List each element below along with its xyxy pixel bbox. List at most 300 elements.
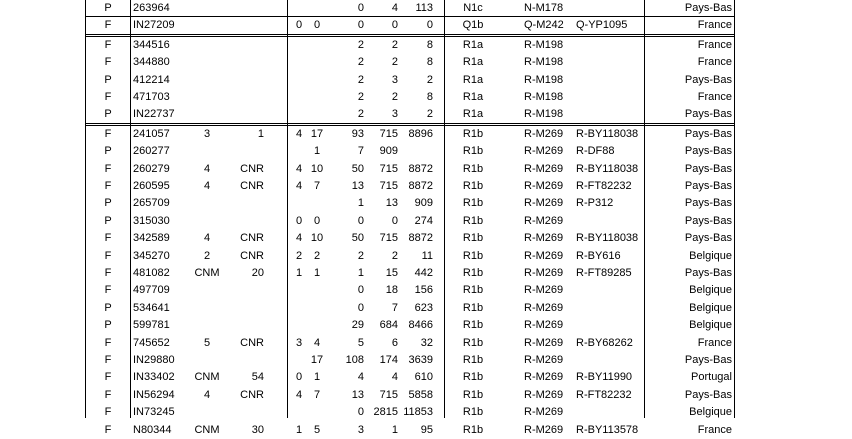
- str-3-cell: 108: [345, 354, 364, 366]
- haplogroup-cell: R1b: [462, 319, 484, 332]
- country-cell: Pays-Bas: [684, 388, 732, 401]
- id-cell: 241057: [133, 127, 170, 140]
- str-2-cell: 1: [313, 267, 321, 279]
- haplogroup-cell: R1a: [462, 91, 484, 103]
- haplogroup-cell: R1a: [462, 38, 484, 51]
- table-row: [0, 300, 852, 317]
- str-3-cell: 0: [357, 406, 364, 419]
- str-5-cell: 610: [414, 371, 433, 384]
- sex-cell: F: [104, 284, 112, 297]
- country-cell: France: [697, 423, 732, 436]
- col-a-cell: [190, 352, 224, 369]
- col-a-cell: 4: [203, 180, 211, 192]
- str-1-cell: 4: [295, 162, 303, 175]
- id-cell: 344516: [133, 38, 170, 51]
- str-4-cell: 4: [391, 371, 398, 384]
- str-4-cell: 2815: [373, 406, 398, 419]
- haplogroup-cell: R1b: [462, 249, 484, 262]
- country-cell: Portugal: [691, 371, 732, 384]
- id-cell: 534641: [133, 301, 170, 314]
- str-1-cell: 4: [295, 127, 303, 140]
- haplogroup-cell: R1b: [462, 180, 484, 192]
- table-row: [0, 178, 852, 195]
- str-2-cell: 1: [313, 371, 321, 384]
- col-a-cell: [190, 195, 224, 212]
- country-cell: Pays-Bas: [684, 145, 732, 158]
- table-row: [0, 422, 852, 439]
- col-a-cell: 4: [203, 232, 211, 245]
- str-1-cell: 1: [295, 423, 303, 436]
- str-5-cell: 8: [426, 91, 433, 103]
- haplogroup-cell: Q1b: [462, 19, 484, 32]
- haplogroup-cell: R1b: [462, 371, 484, 384]
- id-cell: 599781: [133, 319, 170, 332]
- haplogroup-cell: R1b: [462, 284, 484, 297]
- country-cell: Pays-Bas: [684, 73, 732, 86]
- snp-cell: R-M269: [524, 388, 564, 401]
- str-4-cell: 18: [385, 284, 398, 297]
- column-divider: [644, 0, 645, 418]
- haplogroup-cell: R1b: [462, 232, 484, 245]
- col-a-cell: [190, 143, 224, 160]
- country-cell: Belgique: [689, 319, 732, 332]
- col-a-cell: [190, 37, 224, 54]
- str-2-cell: 17: [310, 127, 324, 140]
- str-3-cell: 2: [357, 56, 364, 69]
- sex-cell: F: [104, 354, 112, 366]
- subclade-cell: R-BY616: [576, 249, 621, 262]
- country-cell: France: [697, 38, 732, 51]
- subclade-cell: R-DF88: [576, 145, 615, 158]
- sex-cell: P: [104, 214, 112, 227]
- str-3-cell: 5: [357, 336, 364, 349]
- str-4-cell: 715: [379, 127, 398, 140]
- group-divider: [85, 34, 735, 37]
- col-b-cell: [228, 317, 264, 334]
- column-divider: [130, 0, 131, 418]
- snp-cell: R-M269: [524, 127, 564, 140]
- str-1-cell: 4: [295, 388, 303, 401]
- id-cell: 315030: [133, 214, 170, 227]
- country-cell: Pays-Bas: [684, 197, 732, 210]
- haplogroup-cell: R1b: [462, 336, 484, 349]
- col-a-cell: [190, 54, 224, 71]
- sex-cell: F: [104, 249, 112, 262]
- col-a-cell: 5: [203, 336, 211, 349]
- col-b-cell: [228, 54, 264, 71]
- subclade-cell: R-BY68262: [576, 336, 633, 349]
- snp-cell: N-M178: [524, 2, 564, 14]
- sex-cell: F: [104, 19, 112, 32]
- subclade-cell: R-BY118038: [576, 127, 639, 140]
- haplogroup-cell: R1b: [462, 406, 484, 419]
- str-4-cell: 3: [391, 108, 398, 121]
- subclade-cell: R-P312: [576, 197, 614, 210]
- col-b-cell: CNR: [240, 336, 264, 349]
- country-cell: Pays-Bas: [684, 232, 732, 245]
- str-5-cell: 0: [426, 19, 433, 32]
- table-row: [0, 387, 852, 404]
- str-5-cell: 113: [415, 2, 433, 14]
- sex-cell: P: [104, 319, 112, 332]
- country-cell: Belgique: [689, 301, 732, 314]
- subclade-cell: Q-YP1095: [576, 19, 628, 32]
- table-row: [0, 317, 852, 334]
- country-cell: France: [697, 336, 732, 349]
- col-b-cell: 20: [251, 267, 264, 279]
- id-cell: 471703: [133, 91, 170, 103]
- str-3-cell: 2: [357, 91, 364, 103]
- snp-cell: R-M269: [524, 145, 564, 158]
- country-cell: France: [697, 91, 732, 103]
- col-b-cell: [228, 106, 264, 123]
- sex-cell: F: [104, 232, 112, 245]
- haplogroup-cell: R1a: [462, 56, 484, 69]
- sex-cell: P: [104, 301, 112, 314]
- col-b-cell: 54: [251, 371, 264, 384]
- str-3-cell: 13: [351, 388, 364, 401]
- table-row: [0, 89, 852, 106]
- str-5-cell: 11853: [403, 406, 433, 419]
- sex-cell: F: [104, 38, 112, 51]
- row-divider: [85, 16, 735, 17]
- snp-cell: R-M269: [524, 249, 564, 262]
- haplogroup-cell: R1b: [462, 388, 484, 401]
- str-2-cell: 17: [310, 354, 324, 366]
- subclade-cell: R-BY113578: [576, 423, 639, 436]
- country-cell: Pays-Bas: [684, 2, 732, 14]
- str-5-cell: 95: [420, 423, 433, 436]
- col-a-cell: [190, 282, 224, 299]
- table-row: [0, 17, 852, 34]
- str-5-cell: 8872: [408, 180, 433, 192]
- str-4-cell: 15: [385, 267, 398, 279]
- col-b-cell: [228, 300, 264, 317]
- col-a-cell: 4: [203, 388, 211, 401]
- str-3-cell: 0: [357, 301, 364, 314]
- snp-cell: R-M269: [524, 406, 564, 419]
- column-divider: [85, 0, 86, 418]
- column-divider: [287, 0, 288, 418]
- str-3-cell: 2: [357, 249, 364, 262]
- sex-cell: F: [104, 127, 112, 140]
- str-3-cell: 0: [357, 2, 364, 14]
- str-4-cell: 7: [391, 301, 398, 314]
- sex-cell: F: [104, 423, 112, 436]
- sex-cell: P: [104, 2, 112, 14]
- col-b-cell: [228, 213, 264, 230]
- subclade-cell: R-BY118038: [576, 162, 639, 175]
- str-3-cell: 7: [357, 145, 364, 158]
- col-a-cell: [190, 106, 224, 123]
- str-4-cell: 715: [379, 388, 398, 401]
- str-5-cell: 156: [414, 284, 433, 297]
- str-4-cell: 715: [379, 232, 398, 245]
- str-1-cell: 0: [295, 19, 303, 32]
- str-1-cell: 1: [295, 267, 303, 279]
- table-row: [0, 404, 852, 421]
- str-3-cell: 1: [357, 197, 364, 210]
- str-3-cell: 1: [357, 267, 364, 279]
- str-4-cell: 0: [391, 19, 398, 32]
- id-cell: 412214: [133, 73, 170, 86]
- str-3-cell: 29: [351, 319, 364, 332]
- table-row: [0, 0, 852, 17]
- haplogroup-cell: R1a: [462, 73, 484, 86]
- col-a-cell: [190, 89, 224, 106]
- table-row: [0, 143, 852, 160]
- str-1-cell: 3: [295, 336, 303, 349]
- str-3-cell: 0: [357, 214, 364, 227]
- str-3-cell: 4: [357, 371, 364, 384]
- str-5-cell: 2: [426, 73, 433, 86]
- col-b-cell: CNR: [240, 249, 264, 262]
- id-cell: 745652: [133, 336, 170, 349]
- table-row: [0, 369, 852, 386]
- str-4-cell: 0: [391, 214, 398, 227]
- str-4-cell: 1: [391, 423, 398, 436]
- str-3-cell: 0: [357, 19, 364, 32]
- col-b-cell: [228, 404, 264, 421]
- snp-cell: R-M269: [524, 284, 564, 297]
- snp-cell: R-M269: [524, 214, 564, 227]
- str-1-cell: 4: [295, 180, 303, 192]
- sex-cell: P: [104, 108, 112, 121]
- sex-cell: P: [104, 197, 112, 210]
- snp-cell: R-M269: [524, 423, 564, 436]
- id-cell: IN33402: [133, 371, 175, 384]
- col-a-cell: 3: [203, 127, 211, 140]
- table-row: [0, 335, 852, 352]
- subclade-cell: R-FT82232: [576, 388, 632, 401]
- col-b-cell: CNR: [240, 162, 264, 175]
- id-cell: 260277: [133, 145, 170, 158]
- table-row: [0, 126, 852, 143]
- str-4-cell: 684: [379, 319, 398, 332]
- haplogroup-cell: R1b: [462, 214, 484, 227]
- snp-cell: R-M198: [524, 91, 564, 103]
- str-4-cell: 2: [391, 91, 398, 103]
- str-5-cell: 623: [414, 301, 433, 314]
- str-2-cell: 7: [313, 388, 321, 401]
- country-cell: Pays-Bas: [684, 180, 732, 192]
- str-3-cell: 2: [357, 108, 364, 121]
- col-a-cell: CNM: [194, 423, 220, 436]
- str-4-cell: 2: [391, 56, 398, 69]
- subclade-cell: R-FT89285: [576, 267, 632, 279]
- country-cell: Pays-Bas: [684, 354, 732, 366]
- str-5-cell: 8896: [408, 127, 433, 140]
- haplogroup-cell: R1b: [462, 145, 484, 158]
- str-2-cell: 0: [313, 19, 321, 32]
- col-b-cell: 1: [257, 127, 264, 140]
- str-5-cell: 8: [426, 56, 433, 69]
- str-2-cell: 2: [313, 249, 321, 262]
- str-1-cell: 0: [295, 214, 303, 227]
- haplogroup-cell: R1a: [462, 108, 484, 121]
- id-cell: N80344: [133, 423, 172, 436]
- str-2-cell: 5: [313, 423, 321, 436]
- col-b-cell: [228, 143, 264, 160]
- str-5-cell: 8872: [408, 162, 433, 175]
- str-5-cell: 32: [420, 336, 433, 349]
- snp-cell: R-M198: [524, 38, 564, 51]
- group-divider: [85, 123, 735, 126]
- table-row: [0, 282, 852, 299]
- str-3-cell: 3: [357, 423, 364, 436]
- id-cell: 345270: [133, 249, 170, 262]
- str-3-cell: 0: [357, 284, 364, 297]
- col-b-cell: CNR: [240, 388, 264, 401]
- table-row: [0, 195, 852, 212]
- sex-cell: P: [104, 145, 112, 158]
- haplogroup-cell: R1b: [462, 127, 484, 140]
- subclade-cell: R-BY11990: [576, 371, 633, 384]
- col-a-cell: [190, 213, 224, 230]
- sex-cell: F: [104, 371, 112, 384]
- col-a-cell: [190, 0, 224, 17]
- snp-cell: R-M269: [524, 354, 564, 366]
- str-3-cell: 50: [351, 162, 364, 175]
- column-divider: [444, 0, 445, 418]
- snp-cell: Q-M242: [524, 19, 564, 32]
- id-cell: 263964: [133, 2, 170, 14]
- country-cell: France: [697, 19, 732, 32]
- country-cell: Pays-Bas: [684, 162, 732, 175]
- table-row: [0, 106, 852, 123]
- str-5-cell: [394, 143, 433, 160]
- snp-cell: R-M269: [524, 336, 564, 349]
- country-cell: France: [697, 56, 732, 69]
- col-a-cell: 4: [203, 162, 211, 175]
- str-5-cell: 909: [414, 197, 433, 210]
- str-4-cell: 4: [391, 2, 398, 14]
- table-row: [0, 161, 852, 178]
- haplogroup-cell: R1b: [462, 354, 484, 366]
- col-b-cell: [228, 89, 264, 106]
- str-2-cell: 10: [310, 232, 324, 245]
- subclade-cell: R-FT82232: [576, 180, 632, 192]
- snp-cell: R-M269: [524, 319, 564, 332]
- sex-cell: F: [104, 388, 112, 401]
- col-a-cell: [190, 72, 224, 89]
- id-cell: 481082: [133, 267, 170, 279]
- col-b-cell: [228, 352, 264, 369]
- str-4-cell: 2: [391, 38, 398, 51]
- str-2-cell: 4: [313, 336, 321, 349]
- col-b-cell: [228, 17, 264, 34]
- str-3-cell: 2: [357, 38, 364, 51]
- str-5-cell: 8466: [408, 319, 433, 332]
- sex-cell: P: [104, 73, 112, 86]
- str-5-cell: 3639: [408, 354, 433, 366]
- haplogroup-cell: N1c: [463, 2, 483, 14]
- haplogroup-cell: R1b: [462, 423, 484, 436]
- str-5-cell: 8: [426, 38, 433, 51]
- col-a-cell: [190, 404, 224, 421]
- str-1-cell: 2: [295, 249, 303, 262]
- sex-cell: F: [104, 336, 112, 349]
- sex-cell: F: [104, 180, 112, 192]
- str-3-cell: 93: [351, 127, 364, 140]
- id-cell: IN56294: [133, 388, 175, 401]
- col-b-cell: [228, 72, 264, 89]
- str-4-cell: 909: [379, 145, 398, 158]
- str-4-cell: 2: [391, 249, 398, 262]
- str-2-cell: 7: [313, 180, 321, 192]
- col-a-cell: [190, 17, 224, 34]
- snp-cell: R-M198: [524, 108, 564, 121]
- id-cell: IN29880: [133, 354, 175, 366]
- haplogroup-cell: R1b: [462, 301, 484, 314]
- id-cell: IN22737: [133, 108, 175, 121]
- str-1-cell: 0: [295, 371, 303, 384]
- str-5-cell: 5858: [408, 388, 433, 401]
- country-cell: Belgique: [689, 249, 732, 262]
- str-4-cell: 6: [391, 336, 398, 349]
- str-3-cell: 13: [351, 180, 364, 192]
- sex-cell: F: [104, 406, 112, 419]
- country-cell: Pays-Bas: [684, 127, 732, 140]
- snp-cell: R-M269: [524, 197, 564, 210]
- country-cell: Pays-Bas: [684, 214, 732, 227]
- str-2-cell: 1: [313, 145, 321, 158]
- col-b-cell: [228, 282, 264, 299]
- col-b-cell: CNR: [240, 232, 264, 245]
- id-cell: 497709: [133, 284, 170, 297]
- col-a-cell: 2: [203, 249, 211, 262]
- id-cell: 344880: [133, 56, 170, 69]
- str-5-cell: 274: [414, 214, 433, 227]
- id-cell: 265709: [133, 197, 170, 210]
- sex-cell: F: [104, 267, 112, 279]
- snp-cell: R-M198: [524, 73, 564, 86]
- sex-cell: F: [104, 56, 112, 69]
- snp-cell: R-M269: [524, 162, 564, 175]
- snp-cell: R-M269: [524, 267, 564, 279]
- country-cell: Belgique: [689, 406, 732, 419]
- col-a-cell: CNM: [194, 371, 220, 384]
- col-b-cell: [228, 195, 264, 212]
- str-1-cell: 4: [295, 232, 303, 245]
- snp-cell: R-M198: [524, 56, 564, 69]
- col-b-cell: CNR: [240, 180, 264, 192]
- col-a-cell: [190, 300, 224, 317]
- id-cell: 342589: [133, 232, 170, 245]
- table-row: [0, 72, 852, 89]
- snp-cell: R-M269: [524, 180, 564, 192]
- snp-cell: R-M269: [524, 371, 564, 384]
- str-3-cell: 2: [357, 73, 364, 86]
- table-row: [0, 37, 852, 54]
- str-5-cell: 2: [426, 108, 433, 121]
- snp-cell: R-M269: [524, 232, 564, 245]
- haplogroup-cell: R1b: [462, 267, 484, 279]
- country-cell: Belgique: [689, 284, 732, 297]
- id-cell: 260279: [133, 162, 170, 175]
- haplogroup-cell: R1b: [462, 162, 484, 175]
- str-4-cell: 13: [385, 197, 398, 210]
- country-cell: Pays-Bas: [684, 108, 732, 121]
- str-5-cell: 442: [414, 267, 433, 279]
- subclade-cell: R-BY118038: [576, 232, 639, 245]
- column-divider: [734, 0, 735, 418]
- str-2-cell: 10: [310, 162, 324, 175]
- id-cell: 260595: [133, 180, 170, 192]
- str-2-cell: 0: [313, 214, 321, 227]
- col-b-cell: [228, 37, 264, 54]
- str-4-cell: 174: [379, 354, 398, 366]
